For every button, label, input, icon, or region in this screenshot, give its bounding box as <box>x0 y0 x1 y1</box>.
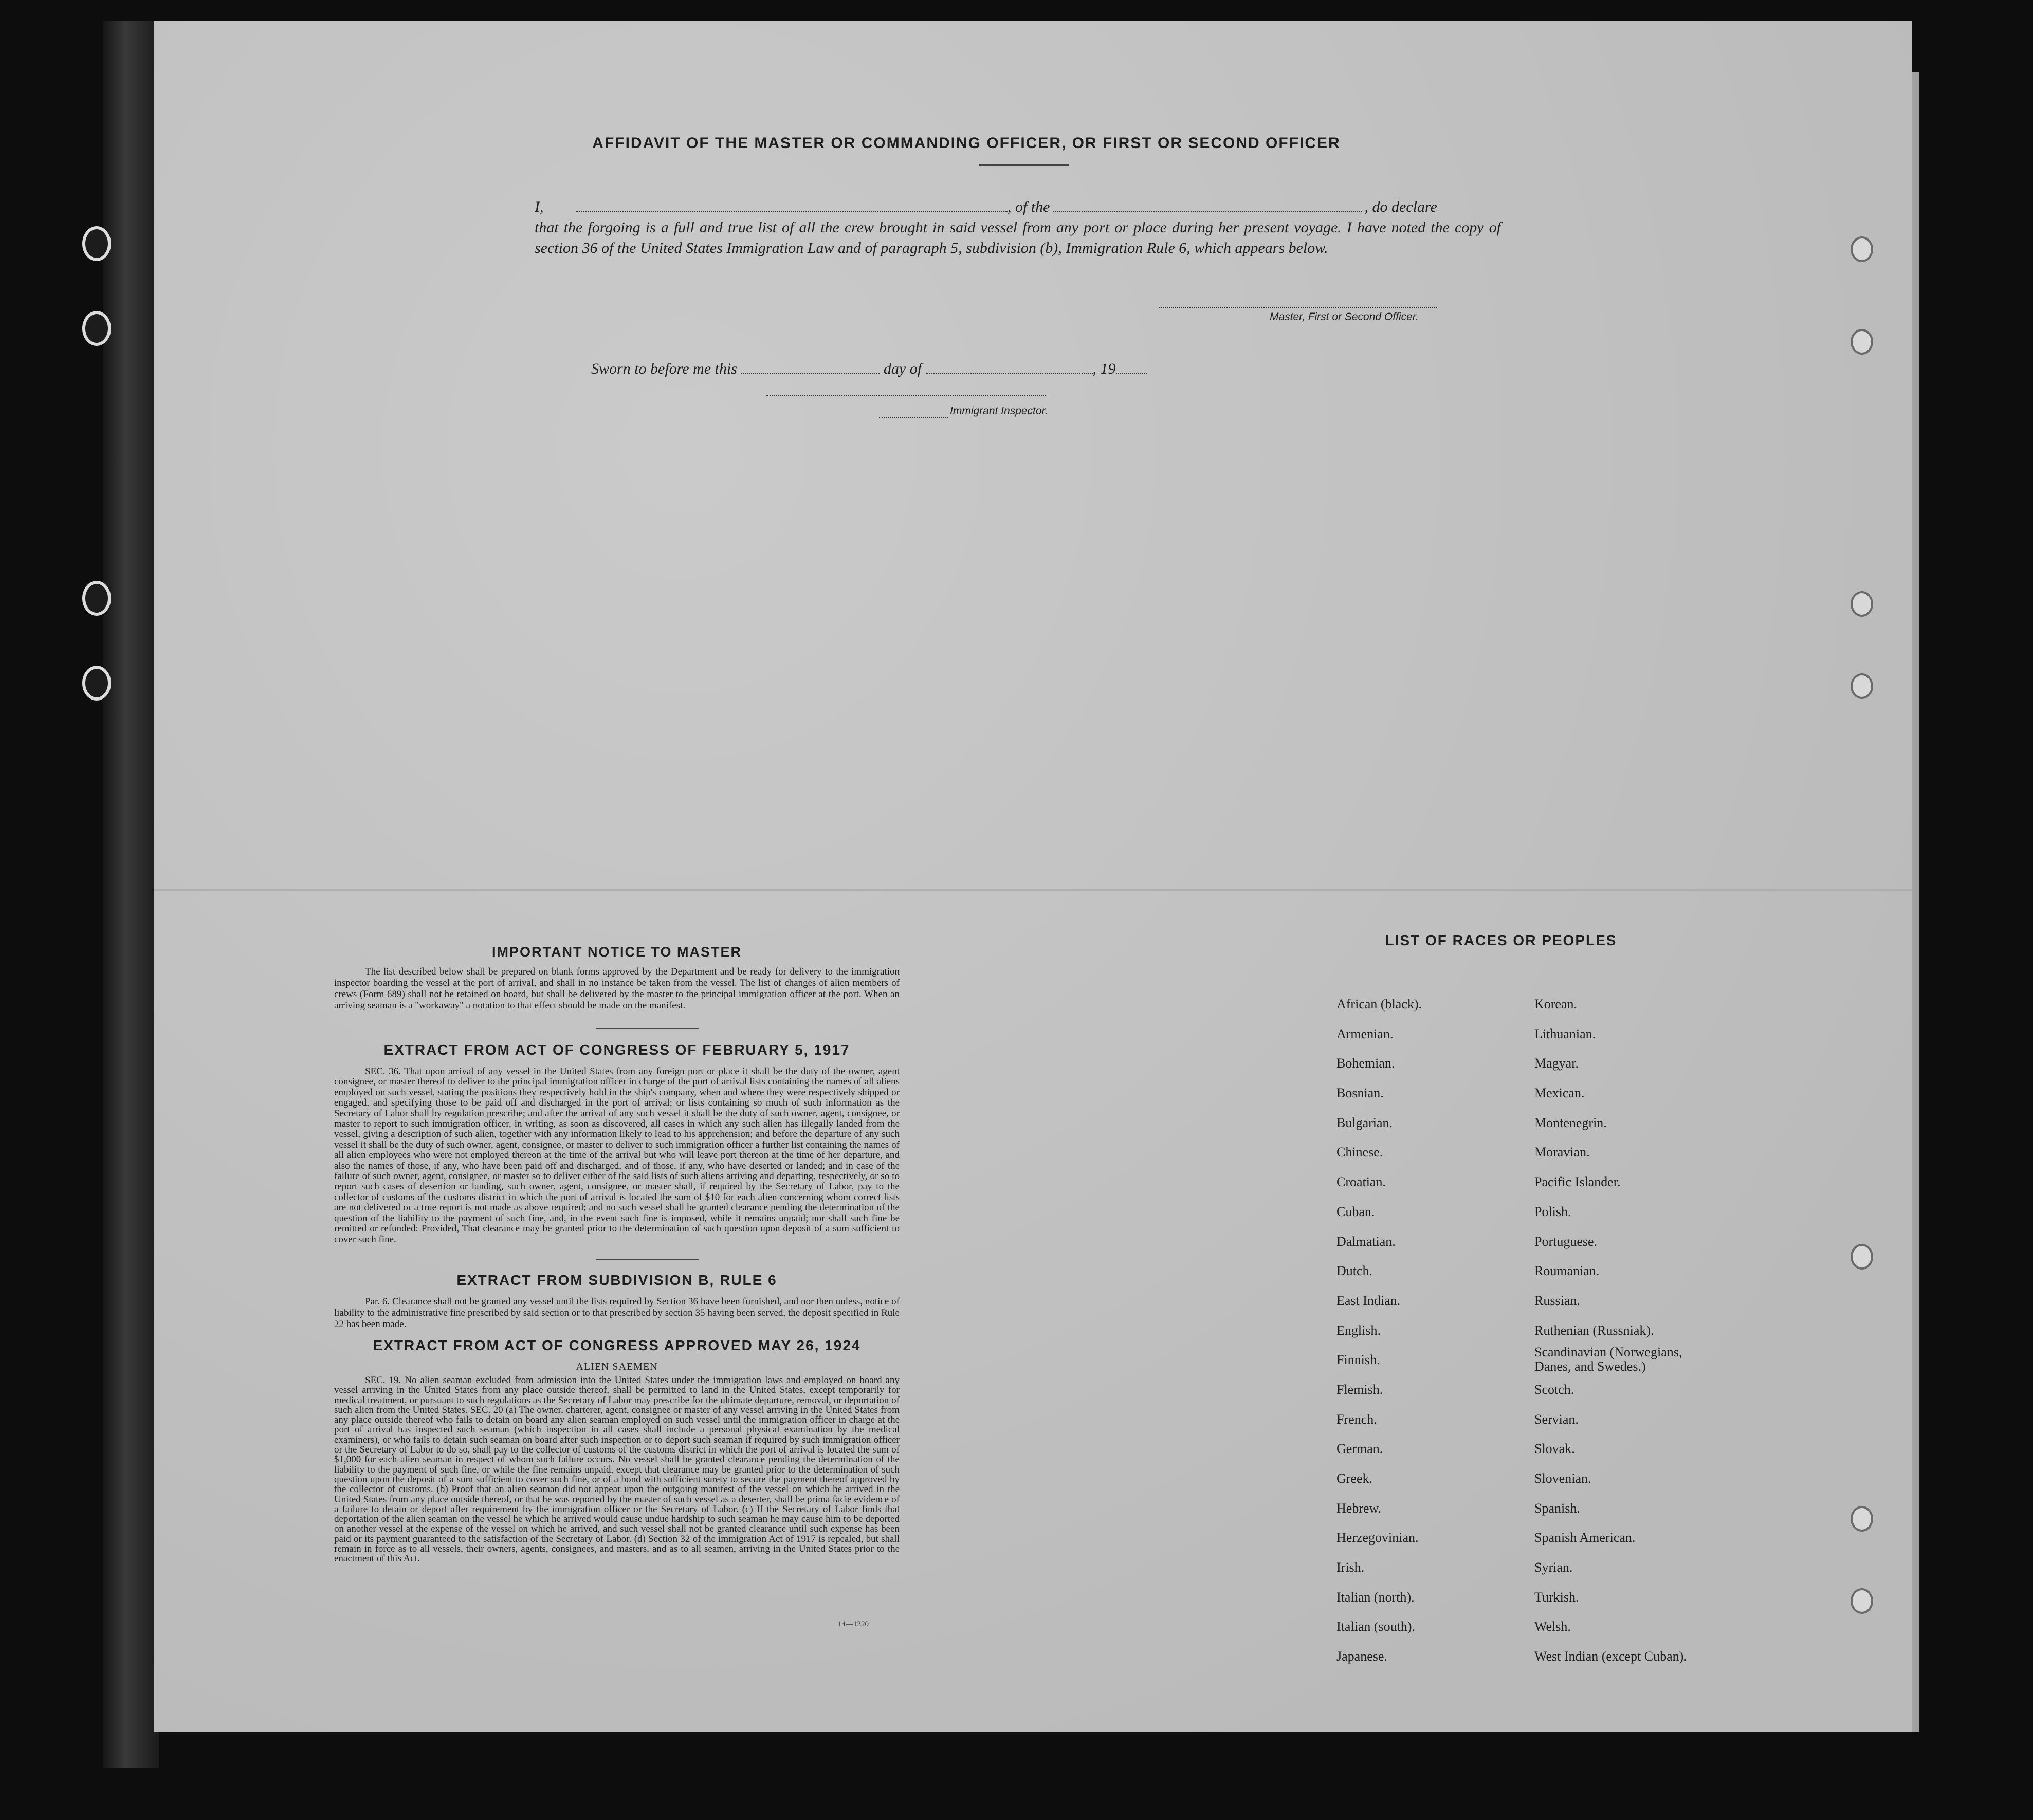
race-item: Moravian. <box>1534 1145 1590 1160</box>
races-title: LIST OF RACES OR PEOPLES <box>1385 932 1617 948</box>
binder-hole <box>82 581 111 616</box>
race-item: Montenegrin. <box>1534 1115 1607 1130</box>
race-item: German. <box>1336 1441 1383 1457</box>
race-item: Hebrew. <box>1336 1500 1382 1516</box>
race-item: Japanese. <box>1336 1649 1387 1664</box>
race-item: Cuban. <box>1336 1204 1375 1219</box>
race-item: East Indian. <box>1336 1293 1401 1308</box>
race-item: Pacific Islander. <box>1534 1174 1621 1190</box>
race-item: Mexican. <box>1534 1086 1585 1101</box>
binder-hole <box>1851 591 1873 617</box>
affidavit-declaration <box>535 195 1665 259</box>
race-item: Welsh. <box>1534 1619 1571 1634</box>
section-rule <box>596 1259 699 1260</box>
binder-hole <box>82 311 111 346</box>
sworn-label: Sworn to before me this <box>591 360 737 377</box>
race-item: Bosnian. <box>1336 1086 1384 1101</box>
race-item: Russian. <box>1534 1293 1580 1308</box>
section-rule <box>596 1028 699 1029</box>
race-item: Finnish. <box>1336 1352 1380 1368</box>
race-item: Roumanian. <box>1534 1263 1600 1279</box>
i-label: I, <box>535 198 544 215</box>
race-item: Croatian. <box>1336 1174 1386 1190</box>
affidavit-title-rule <box>979 164 1069 166</box>
race-item: Bohemian. <box>1336 1056 1395 1071</box>
race-item: Portuguese. <box>1534 1234 1598 1249</box>
master-signature-label: Master, First or Second Officer. <box>1270 311 1419 323</box>
race-item: Polish. <box>1534 1204 1571 1219</box>
of-the-label: , of the <box>1008 198 1050 215</box>
extract-rule6-title: EXTRACT FROM SUBDIVISION B, RULE 6 <box>456 1272 777 1288</box>
sworn-month-field[interactable] <box>926 357 1093 374</box>
vessel-name-field[interactable] <box>1053 195 1362 212</box>
race-item: Italian (south). <box>1336 1619 1416 1634</box>
race-item: Irish. <box>1336 1560 1365 1575</box>
year-prefix-label: , 19 <box>1092 360 1116 377</box>
race-item: French. <box>1336 1411 1377 1427</box>
race-item: Scotch. <box>1534 1382 1574 1397</box>
sworn-day-field[interactable] <box>741 357 880 374</box>
declarant-name-field[interactable] <box>576 195 1008 212</box>
races-left-column <box>1336 989 1422 1671</box>
race-item: Dalmatian. <box>1336 1234 1396 1249</box>
race-item: Korean. <box>1534 997 1578 1012</box>
race-item: Armenian. <box>1336 1026 1394 1041</box>
extract-1917-title: EXTRACT FROM ACT OF CONGRESS OF FEBRUARY 5, 1917 <box>383 1042 850 1058</box>
races-right-column <box>1534 989 1709 1671</box>
race-item: Turkish. <box>1534 1589 1579 1605</box>
race-item: West Indian (except Cuban). <box>1534 1649 1687 1664</box>
extract-rule6-text: Par. 6. Clearance shall not be granted any vessel until the lists required by Section 36 have been furnished, and nor then unless, notice of liability to the administrative fine prescribed by said section or to that prescribed by section 35 having been served, the deposit specified in Rule 22 has been made. <box>334 1296 900 1330</box>
binder-hole <box>1851 1588 1873 1614</box>
binding-edge <box>103 21 159 1768</box>
sworn-line <box>591 357 1147 378</box>
affidavit-first-line <box>535 195 1665 217</box>
do-declare-label: , do declare <box>1364 198 1437 215</box>
extract-1924-title: EXTRACT FROM ACT OF CONGRESS APPROVED MAY 26, 1924 <box>373 1337 861 1353</box>
sworn-year-field[interactable] <box>1116 357 1147 374</box>
extract-1917-text: SEC. 36. That upon arrival of any vessel in the United States from any foreign port or place it shall be the duty of the owner, agent consignee, or master thereof to deliver to the principal immigration officer in charge of the port of arrival lists containing the names of all aliens employed on such vessel, stating the positions they respectively hold in the ship's company, when and where they were respectively shipped or engaged, and specifying those to be paid off and discharged in the port of arrival; or lists containing so much of such information as the Secretary of Labor shall by regulation prescribe; and after the arrival of any such vessel it shall be the duty of such owner, agent, consignee, or master to report to such immigration officer, in writing, as soon as discovered, all cases in which any such alien has illegally landed from the vessel, giving a description of such alien, together with any information likely to lead to his apprehension; and before the departure of any such vessel it shall be the duty of such owner, agent, consignee, or master to deliver to such immigration officer a further list containing the names of all alien employees who were not employed thereon at the time of the arrival but who will leave port thereon at the time of her departure, and also the names of those, if any, who have been paid off and discharged, and of those, if any, who have deserted or landed; and in case of the failure of such owner, agent, consignee, or master so to deliver either of the said lists of such aliens arriving and departing, respectively, or so to report such cases of desertion or landing, such owner, agent, consignee, or master shall, if required by the Secretary of Labor, pay to the collector of customs of the customs district in which the port of arrival is located the sum of $10 for each alien concerning whom correct lists are not delivered or a true report is not made as above required; and no such vessel shall be granted clearance pending the determination of the question of the liability to the payment of such fine, and, in the event such fine is imposed, while it remains unpaid; nor shall such fine be remitted or refunded: Provided, That clearance may be granted prior to the determination of such question upon deposit of a sum sufficient to cover such fine. <box>334 1066 900 1245</box>
race-item: Flemish. <box>1336 1382 1383 1397</box>
race-item: Magyar. <box>1534 1056 1579 1071</box>
day-of-label: day of <box>883 360 922 377</box>
binder-hole <box>1851 1506 1873 1532</box>
race-item: Syrian. <box>1534 1560 1573 1575</box>
race-item: Spanish American. <box>1534 1530 1636 1546</box>
binder-hole <box>82 226 111 261</box>
race-item: Servian. <box>1534 1411 1579 1427</box>
extract-1924-text: SEC. 19. No alien seaman excluded from admission into the United States under the immigration laws and employed on board any vessel arriving in the United States from any place outside thereof, shall be permitted to land in the United States, except temporarily for medical treatment, or pursuant to such regulations as the Secretary of Labor may prescribe for the ultimate departure, removal, or deportation of such alien from the United States. SEC. 20 (a) The owner, charterer, agent, consignee or master of any vessel arriving in the United States from any place outside thereof who fails to detain on board any alien seaman employed on such vessel until the immigration officer in charge at the port of arrival has inspected such seaman (which inspection in all cases shall include a personal physical examination by the medical examiners), or who fails to detain such seaman on board after such inspection or to deport such seaman if required by such immigration officer or the Secretary of Labor to do so, shall pay to the collector of customs of the customs district in which the port of arrival is located the sum of $1,000 for each alien seaman in respect of whom such failure occurs. No vessel shall be granted clearance pending the determination of the liability to the payment of such fine, or while the fine remains unpaid, except that clearance may be granted prior to the determination of such question upon the deposit of a sum sufficient to cover such fine, or of a bond with sufficient surety to secure the payment thereof approved by the collector of customs. (b) Proof that an alien seaman did not appear upon the outgoing manifest of the vessel on which he arrived in the United States from any place outside thereof, or that he was reported by the master of such vessel as a deserter, shall be prima facie evidence of a failure to detain or deport after requirement by the immigration officer or the Secretary of Labor. (c) If the Secretary of Labor finds that deportation of the alien seaman on the vessel he which he arrived would cause undue hardship to such seaman he may cause him to be deported on another vessel at the expense of the vessel on which he arrived, and such vessel shall not be granted clearance until such expense has been paid or its payment guaranteed to the satisfaction of the Secretary of Labor. (d) Section 32 of the immigration Act of 1917 is repealed, but shall remain in force as to all vessels, their owners, agents, consignees, and masters, and as to all seamen, arriving in the United States prior to the enactment of this Act. <box>334 1375 900 1565</box>
notice-title: IMPORTANT NOTICE TO MASTER <box>492 944 742 960</box>
race-item: Italian (north). <box>1336 1589 1415 1605</box>
race-item: Spanish. <box>1534 1500 1580 1516</box>
inspector-signature-line[interactable] <box>766 395 1046 396</box>
race-item: African (black). <box>1336 997 1422 1012</box>
affidavit-body: that the forgoing is a full and true list of all the crew brought in said vessel from any port or place during her present voyage. I have noted the copy of section 36 of the United States Immigration Law and of paragraph 5, subdivision (b), Immigration Rule 6, which appears below. <box>535 219 1501 256</box>
notice-text: The list described below shall be prepared on blank forms approved by the Department and be ready for delivery to the immigration inspector boarding the vessel at the port of arrival, and shall in no instance be taken from the vessel. The list of changes of alien members of crews (Form 689) shall not be retained on board, but shall be delivered by the master to the principal immigration officer at the port. When an arriving seaman is a "workaway" a notation to that effect should be made on the manifest. <box>334 966 900 1011</box>
page-fold <box>154 889 1912 891</box>
binder-hole <box>82 666 111 701</box>
race-item: Scandinavian (Norwegians, Danes, and Swedes.) <box>1534 1345 1682 1374</box>
race-item: Slovak. <box>1534 1441 1575 1457</box>
binder-hole <box>1851 329 1873 355</box>
race-item: Greek. <box>1336 1471 1373 1486</box>
affidavit-title: AFFIDAVIT OF THE MASTER OR COMMANDING OFFICER, OR FIRST OR SECOND OFFICER <box>592 135 1341 152</box>
inspector-short-line <box>879 417 948 418</box>
binder-hole <box>1851 673 1873 699</box>
binder-hole <box>1851 1244 1873 1270</box>
manifest-page <box>154 21 1912 1732</box>
race-item: Dutch. <box>1336 1263 1373 1279</box>
race-item: Lithuanian. <box>1534 1026 1596 1041</box>
race-item: Bulgarian. <box>1336 1115 1393 1130</box>
master-signature-line[interactable] <box>1159 307 1437 308</box>
inspector-label: Immigrant Inspector. <box>950 405 1048 417</box>
extract-1924-subtitle: ALIEN SAEMEN <box>576 1361 658 1372</box>
race-item: Herzegovinian. <box>1336 1530 1419 1546</box>
race-item: Chinese. <box>1336 1145 1383 1160</box>
race-item: English. <box>1336 1322 1381 1338</box>
binder-hole <box>1851 236 1873 262</box>
form-number: 14—1220 <box>838 1620 869 1628</box>
race-item: Ruthenian (Russniak). <box>1534 1322 1654 1338</box>
race-item: Slovenian. <box>1534 1471 1591 1486</box>
